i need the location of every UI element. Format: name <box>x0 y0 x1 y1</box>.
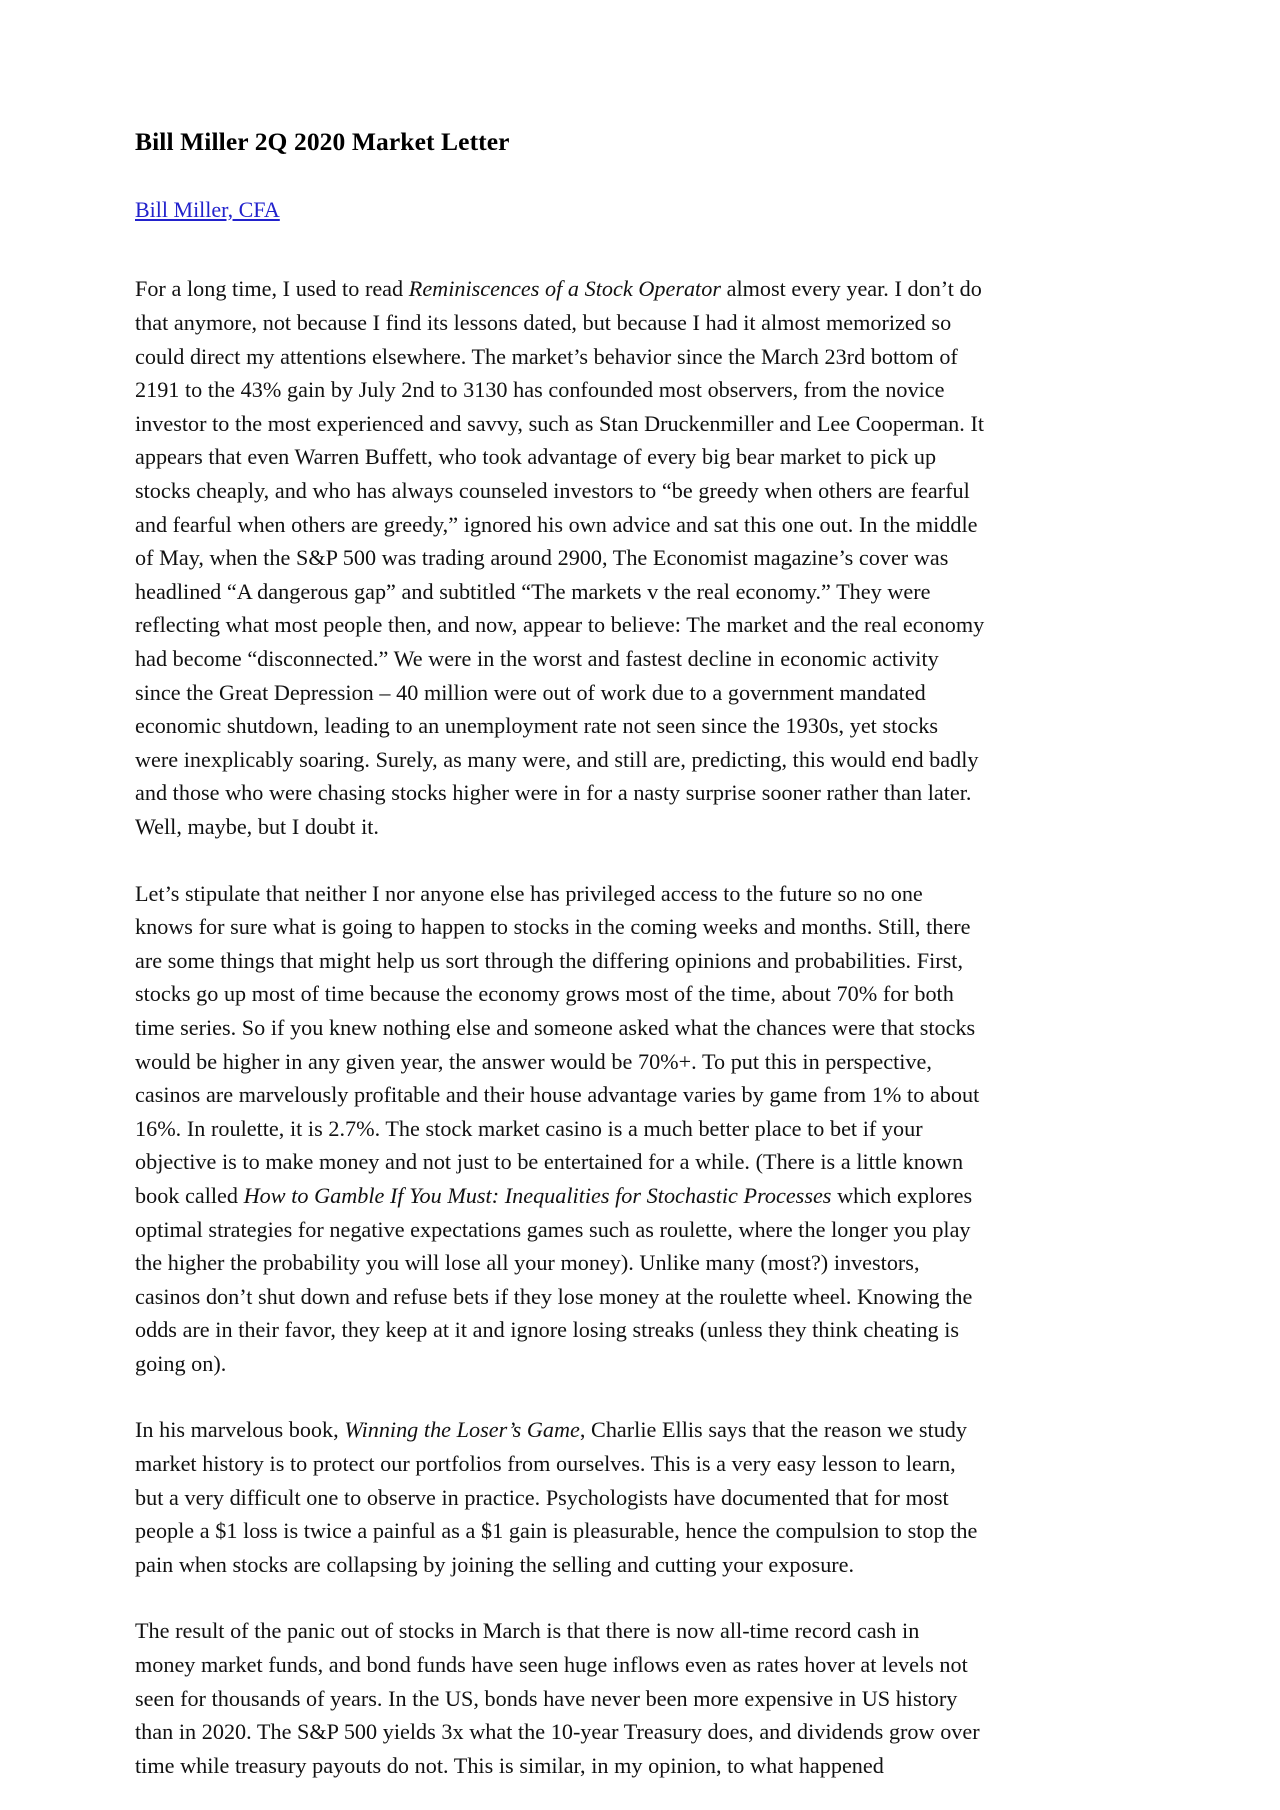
italic-title: How to Gamble If You Must: Inequalities for Stochastic Processes <box>243 1182 832 1208</box>
document-content <box>135 126 985 1782</box>
paragraph-text: In his marvelous book, <box>135 1417 345 1443</box>
paragraph-text: The result of the panic out of stocks in March is that there is now all-time record cash in money market funds, and bond funds have seen huge inflows even as rates hover at levels not seen for thousands of years. In the US, bonds have never been more expensive in US history than in 2020. The S&P 500 yields 3x what the 10-year Treasury does, and dividends grow over time while treasury payouts do not. This is similar, in my opinion, to what happened <box>135 1618 980 1778</box>
byline <box>135 196 985 225</box>
paragraph-text: Let’s stipulate that neither I nor anyone else has privileged access to the future so no one knows for sure what is going to happen to stocks in the coming weeks and months. Still, there are some things that might help us sort through the differing opinions and probabilities. First, stocks go up most of time because the economy grows most of the time, about 70% for both time series. So if you knew nothing else and someone asked what the chances were that stocks would be higher in any given year, the answer would be 70%+. To put this in perspective, casinos are marvelously profitable and their house advantage varies by game from 1% to about 16%. In roulette, it is 2.7%. The stock market casino is a much better place to bet if your objective is to make money and not just to be entertained for a while. (There is a little known book called <box>135 880 980 1208</box>
italic-title: Winning the Loser’s Game <box>344 1417 580 1443</box>
page-title: Bill Miller 2Q 2020 Market Letter <box>135 127 510 156</box>
italic-title: Reminiscences of a Stock Operator <box>408 276 721 302</box>
paragraph-text: For a long time, I used to read <box>135 276 409 302</box>
document-body <box>135 272 985 1782</box>
paragraph-text: , Charlie Ellis says that the reason we study market history is to protect our portfolios from ourselves. This is a very easy lesson to learn, but a very difficult one to observe in practice. Psychologists have documented that for most people a $1 loss is twice a painful as a $1 gain is pleasurable, hence the compulsion to stop the pain when stocks are collapsing by joining the selling and cutting your exposure. <box>135 1417 978 1577</box>
paragraph <box>135 877 985 1381</box>
paragraph <box>135 1413 985 1581</box>
paragraph <box>135 1614 985 1782</box>
paragraph-text: which explores optimal strategies for negative expectations games such as roulette, where the longer you play the higher the probability you will lose all your money). Unlike many (most?) investors, casinos don’t shut down and refuse bets if they lose money at the roulette wheel. Knowing the odds are in their favor, they keep at it and ignore losing streaks (unless they think cheating is going on). <box>135 1182 973 1376</box>
author-link[interactable]: Bill Miller, CFA <box>135 196 280 222</box>
paragraph-text: almost every year. I don’t do that anymore, not because I find its lessons dated, but because I had it almost memorized so could direct my attentions elsewhere. The market’s behavior since the March 23rd bottom of 2191 to the 43% gain by July 2nd to 3130 has confounded most observers, from the novice investor to the most experienced and savvy, such as Stan Druckenmiller and Lee Cooperman. It appears that even Warren Buffett, who took advantage of every big bear market to pick up stocks cheaply, and who has always counseled investors to “be greedy when others are fearful and fearful when others are greedy,” ignored his own advice and sat this one out. In the middle of May, when the S&P 500 was trading around 2900, The Economist magazine’s cover was headlined “A dangerous gap” and subtitled “The markets v the real economy.” They were reflecting what most people then, and now, appear to believe: The market and the real economy had become “disconnected.” We were in the worst and fastest decline in economic activity since the Great Depression – 40 million were out of work due to a government mandated economic shutdown, leading to an unemployment rate not seen since the 1930s, yet stocks were inexplicably soaring. Surely, as many were, and still are, predicting, this would end badly and those who were chasing stocks higher were in for a nasty surprise sooner rather than later. Well, maybe, but I doubt it. <box>135 276 985 839</box>
paragraph <box>135 272 985 843</box>
